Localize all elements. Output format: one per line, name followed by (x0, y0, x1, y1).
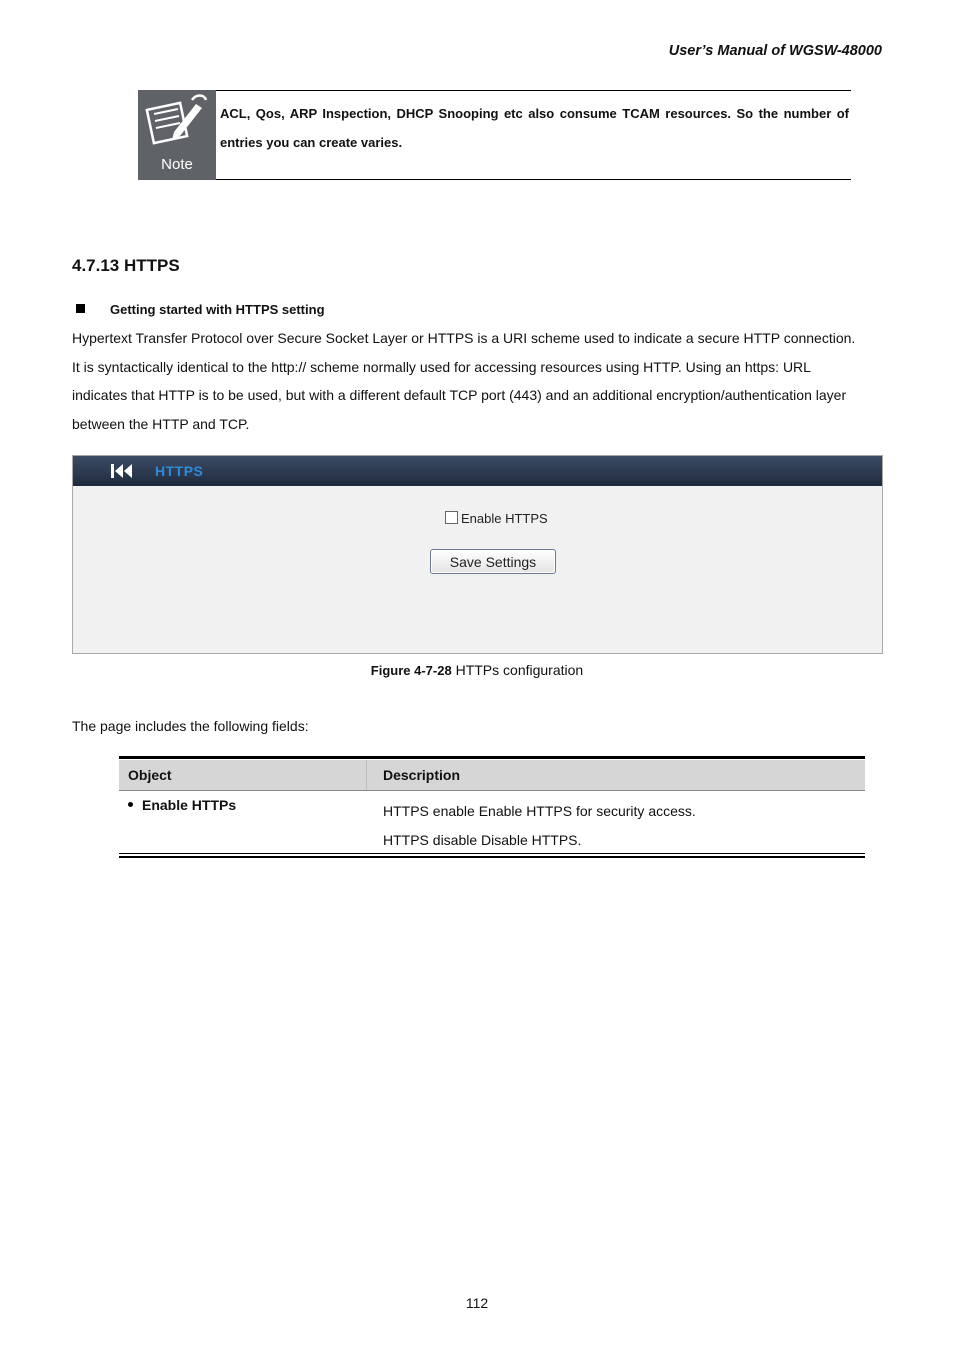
table-top-rule (119, 756, 865, 759)
column-divider (366, 760, 367, 790)
intro-paragraph (72, 324, 884, 439)
table-bottom-rule (119, 856, 865, 858)
description-line: HTTPS disable Disable HTTPS. (383, 832, 582, 848)
figure-caption-text: HTTPs configuration (451, 662, 584, 678)
panel-title: HTTPS (155, 463, 204, 479)
table-header (119, 760, 865, 791)
table-header-description: Description (383, 767, 461, 783)
notepad-pencil-icon (138, 90, 216, 150)
https-config-panel (72, 455, 883, 654)
figure-label: Figure 4-7-28 (370, 663, 452, 678)
section-heading: 4.7.13 HTTPS (72, 256, 180, 275)
panel-title-bar (73, 456, 882, 486)
note-top-rule (216, 90, 851, 91)
paragraph-line: between the HTTP and TCP. (72, 416, 250, 433)
save-settings-button[interactable]: Save Settings (430, 549, 556, 574)
description-line: HTTPS enable Enable HTTPS for security access. (383, 803, 696, 819)
square-bullet-icon (76, 304, 85, 313)
note-icon-label: Note (161, 156, 193, 173)
bullet-title: Getting started with HTTPS setting (110, 302, 325, 317)
running-header: User’s Manual of WGSW-48000 (668, 43, 882, 59)
table-cell-description (383, 797, 696, 855)
paragraph-line: indicates that HTTP is to be used, but with a different default TCP port (443) and an additional encryption/authentication layer (72, 387, 847, 404)
paragraph-line: Hypertext Transfer Protocol over Secure Socket Layer or HTTPS is a URI scheme used to indicate a secure HTTP connection. (72, 330, 856, 346)
enable-https-checkbox[interactable] (445, 511, 548, 526)
checkbox-label: Enable HTTPS (461, 511, 548, 526)
paragraph-line: It is syntactically identical to the http:// scheme normally used for accessing resources using HTTP. Using an https: URL (72, 358, 811, 375)
bullet-dot-icon (128, 802, 133, 807)
note-box (138, 90, 851, 180)
table-header-object: Object (128, 767, 172, 783)
checkbox-box[interactable] (445, 511, 458, 524)
note-text: ACL, Qos, ARP Inspection, DHCP Snooping etc also consume TCAM resources. So the number of entries you can create varies. (220, 106, 849, 150)
table-cell-object (128, 797, 236, 813)
note-icon (138, 90, 216, 180)
rewind-icon[interactable] (111, 463, 133, 479)
table-bottom-rule (119, 853, 865, 854)
object-name: Enable HTTPs (142, 797, 237, 813)
table-row (119, 791, 865, 853)
page-number: 112 (465, 1295, 489, 1311)
note-bottom-rule (216, 179, 851, 180)
figure-caption (0, 662, 954, 678)
fields-intro: The page includes the following fields: (72, 718, 309, 734)
